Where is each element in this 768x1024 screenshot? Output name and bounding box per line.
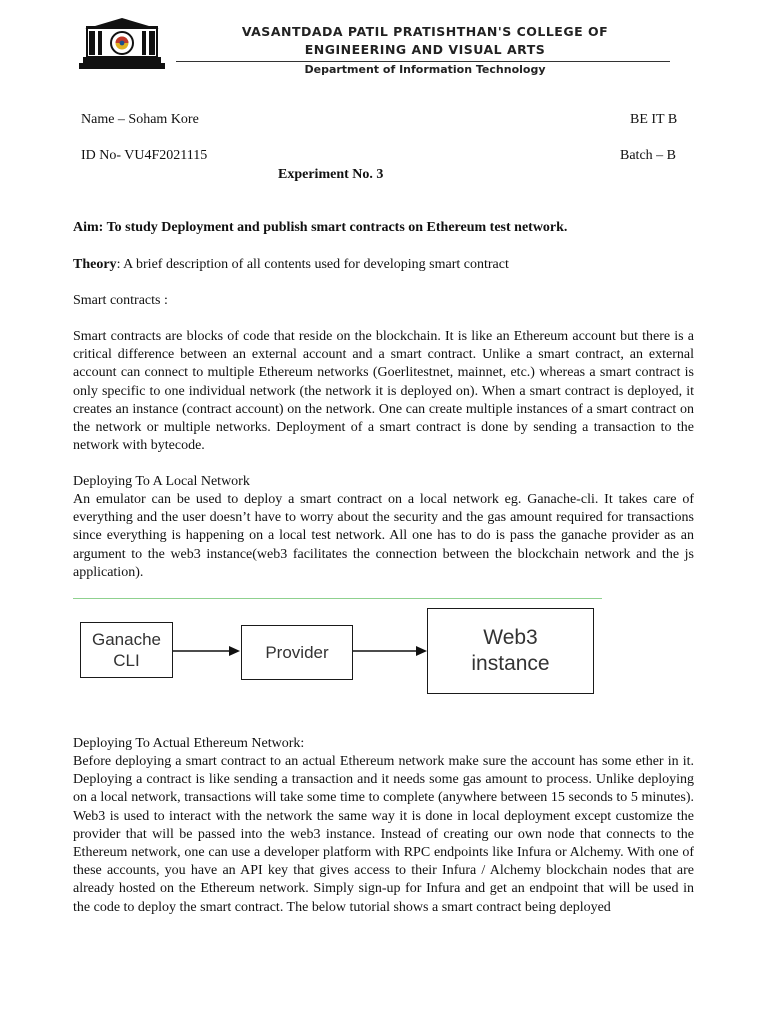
college-name-line2: ENGINEERING AND VISUAL ARTS — [304, 42, 546, 57]
diagram-box-provider — [241, 625, 353, 680]
provider-label: Provider — [265, 642, 329, 662]
experiment-title: Experiment No. 3 — [278, 167, 384, 182]
diagram-box-ganache — [80, 622, 173, 678]
web3-label-line2: instance — [471, 652, 550, 675]
student-batch: Batch – B — [620, 148, 676, 163]
student-name: Name – Soham Kore — [81, 112, 199, 127]
web3-label-line1: Web3 — [483, 626, 538, 649]
student-class: BE IT B — [630, 112, 678, 127]
college-name-line1: VASANTDADA PATIL PRATISHTHAN'S COLLEGE OF — [241, 24, 609, 39]
ganache-label-line2: CLI — [113, 651, 140, 670]
smart-contracts-body: Smart contracts are blocks of code that reside on the blockchain. It is like an Ethereum account but there is a critical difference between an external account and a smart contract. Unlike a smart contract, an external account can connect to multiple Ethereum networks (Goerlitestnet, mainnet, etc.) whereas a smart contract is only specific to one individual network (the network it is deployed on). When a smart contract is deployed, it creates an instance (contract account) on the network. One can create multiple instances of a smart contract on the network or multiple networks. Deployment of a smart contract is done by sending a transaction to the network with bytecode. — [73, 329, 694, 454]
diagram-divider — [73, 598, 602, 599]
local-network-heading: Deploying To A Local Network — [73, 474, 250, 489]
ganache-label-line1: Ganache — [92, 630, 161, 649]
header-divider — [176, 61, 670, 62]
theory-label: Theory — [73, 257, 117, 272]
actual-network-heading: Deploying To Actual Ethereum Network: — [73, 736, 305, 751]
arrow-ganache-to-provider-icon — [173, 643, 241, 659]
student-id: ID No- VU4F2021115 — [81, 148, 208, 163]
actual-network-body: Before deploying a smart contract to an actual Ethereum network make sure the account has some ether in it. Deploying a contract is like sending a transaction and it needs some gas amount to process. Unlike deploying on a local network, transactions will take some time to complete (anywhere between 15 seconds to 5 minutes). Web3 is used to interact with the network the same way it is done in local deployment except customize the provider that will be passed into the web3 instance. Instead of creating our own node that connects to the Ethereum network, one can use a developer platform with RPC endpoints like Infura or Alchemy. With one of these accounts, you have an API key that gives access to their Infura / Alchemy blockchain nodes that are already hosted on the Ethereum network. Simply sign-up for Infura and get an endpoint that will be used in the code to deploy the smart contract. The below tutorial shows a smart contract being deployed — [73, 754, 694, 915]
aim: Aim: To study Deployment and publish smart contracts on Ethereum test network. — [73, 220, 568, 235]
smart-contracts-heading: Smart contracts : — [73, 293, 168, 308]
theory-text: : A brief description of all contents used for developing smart contract — [116, 257, 509, 272]
arrow-provider-to-web3-icon — [353, 643, 428, 659]
college-logo — [77, 17, 167, 72]
diagram-box-web3 — [427, 608, 594, 694]
local-network-body: An emulator can be used to deploy a smart contract on a local network eg. Ganache-cli. It takes care of everything and the user doesn’t have to worry about the security and the gas amount required for transactions since everything is happening on a local test network. All one has to do is pass the ganache provider as an argument to the web3 instance(web3 facilitates the connection between the blockchain network and the js application). — [73, 492, 694, 580]
theory-line — [73, 256, 509, 274]
department-name: Department of Information Technology — [304, 63, 546, 76]
